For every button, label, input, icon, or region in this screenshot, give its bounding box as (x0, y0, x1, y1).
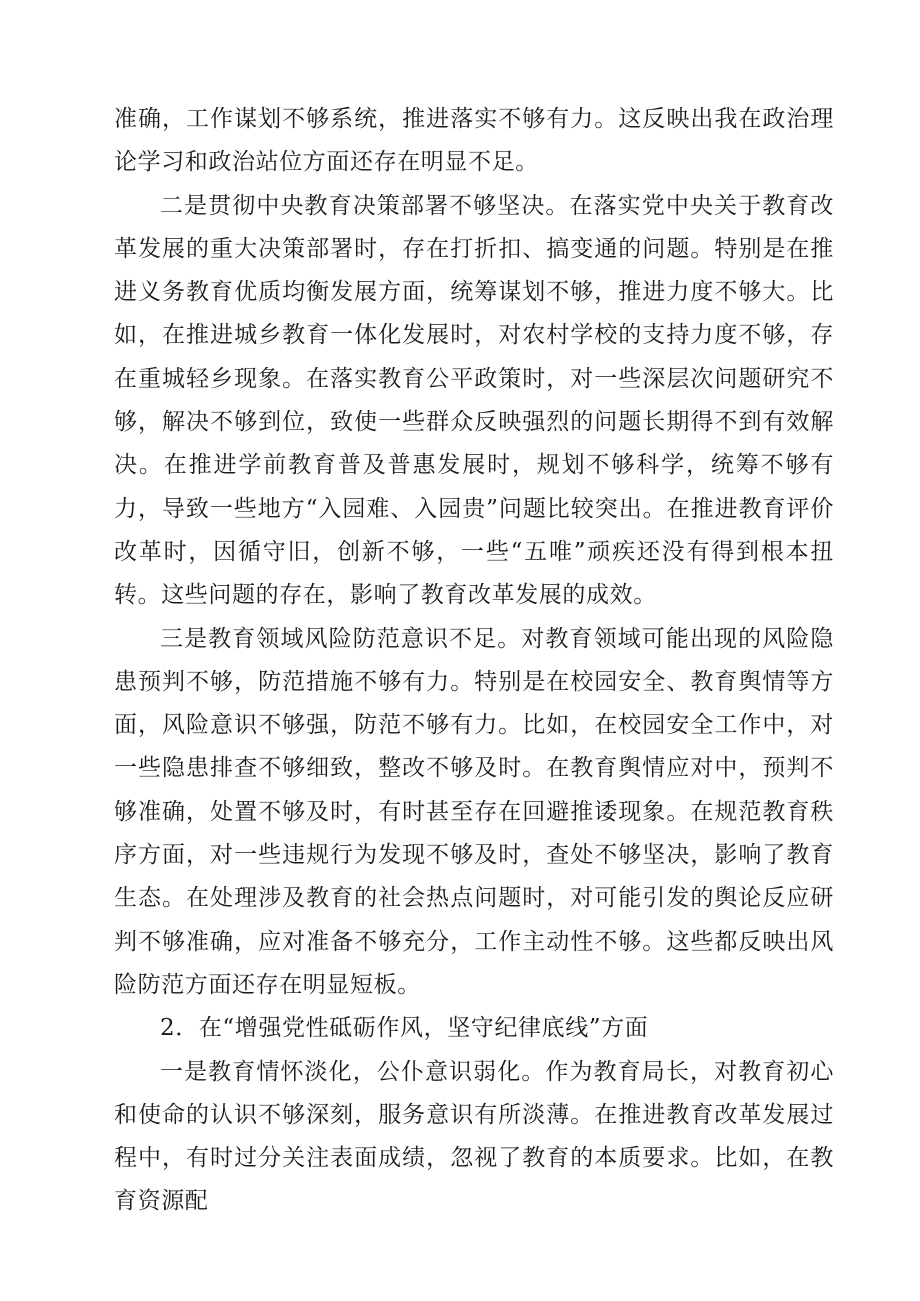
paragraph-point-one: 一是教育情怀淡化，公仆意识弱化。作为教育局长，对教育初心和使命的认识不够深刻，服务意识有所淡薄。在推进教育改革发展过程中，有时过分关注表面成绩，忽视了教育的本质要求。比如，在教育资源配 (114, 1058, 834, 1215)
paragraph-point-three: 三是教育领域风险防范意识不足。对教育领域可能出现的风险隐患预判不够，防范措施不够有力。特别是在校园安全、教育舆情等方面，风险意识不够强，防范不够有力。比如，在校园安全工作中，对一些隐患排查不够细致，整改不够及时。在教育舆情应对中，预判不够准确，处置不够及时，有时甚至存在回避推诿现象。在规范教育秩序方面，对一些违规行为发现不够及时，查处不够坚决，影响了教育生态。在处理涉及教育的社会热点问题时，对可能引发的舆论反应研判不够准确，应对准备不够充分，工作主动性不够。这些都反映出风险防范方面还存在明显短板。 (114, 625, 834, 998)
document-body (114, 98, 834, 1224)
paragraph-point-two: 二是贯彻中央教育决策部署不够坚决。在落实党中央关于教育改革发展的重大决策部署时，存在打折扣、搞变通的问题。特别是在推进义务教育优质均衡发展方面，统筹谋划不够，推进力度不够大。比如，在推进城乡教育一体化发展时，对农村学校的支持力度不够，存在重城轻乡现象。在落实教育公平政策时，对一些深层次问题研究不够，解决不够到位，致使一些群众反映强烈的问题长期得不到有效解决。在推进学前教育普及普惠发展时，规划不够科学，统筹不够有力，导致一些地方“入园难、入园贵”问题比较突出。在推进教育评价改革时，因循守旧，创新不够，一些“五唯”顽疾还没有得到根本扭转。这些问题的存在，影响了教育改革发展的成效。 (114, 192, 834, 609)
paragraph-continuation: 准确，工作谋划不够系统，推进落实不够有力。这反映出我在政治理论学习和政治站位方面还存在明显不足。 (114, 106, 834, 176)
section-heading: 2．在“增强党性砥砺作风，坚守纪律底线”方面 (160, 1015, 649, 1042)
